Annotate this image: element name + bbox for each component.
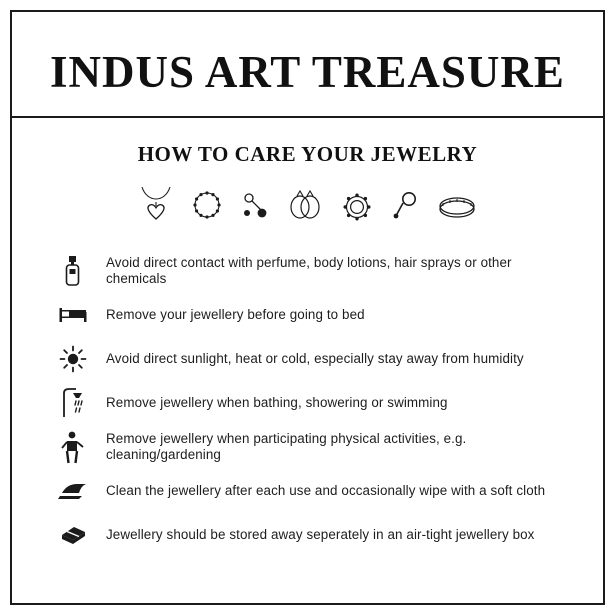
tip-text: Remove jewellery when bathing, showering or swimming [106, 394, 448, 410]
perfume-bottle-icon [50, 254, 96, 288]
tip-text: Remove your jewellery before going to bed [106, 306, 365, 322]
tip-text: Jewellery should be stored away seperately in an air-tight jewellery box [106, 526, 535, 542]
beaded-bracelet-icon [190, 183, 224, 223]
list-item [50, 469, 575, 513]
person-activity-icon [50, 430, 96, 464]
shower-icon [50, 387, 96, 419]
bed-icon [50, 303, 96, 327]
divider [12, 116, 603, 118]
hoop-earring-icon [390, 183, 420, 223]
gemstone-ring-icon [340, 183, 374, 223]
care-card-inner [12, 12, 603, 603]
list-item [50, 513, 575, 557]
list-item [50, 425, 575, 469]
stud-earrings-icon [240, 183, 270, 223]
heart-pendant-necklace-icon [138, 183, 174, 223]
sun-icon [50, 345, 96, 373]
cloth-icon [50, 480, 96, 502]
jewelry-icon-row [12, 181, 603, 223]
tip-text: Avoid direct contact with perfume, body lotions, hair sprays or other chemicals [106, 254, 512, 286]
double-rings-icon [286, 183, 324, 223]
list-item [50, 249, 575, 293]
list-item [50, 293, 575, 337]
section-heading: HOW TO CARE YOUR JEWELRY [137, 142, 478, 166]
tip-text: Avoid direct sunlight, heat or cold, especially stay away from humidity [106, 350, 524, 366]
page-title: INDUS ART TREASURE [50, 47, 565, 97]
care-card [10, 10, 605, 605]
bangle-icon [436, 183, 478, 223]
tip-text: Remove jewellery when participating physical activities, e.g. cleaning/gardening [106, 430, 467, 462]
list-item [50, 381, 575, 425]
list-item [50, 337, 575, 381]
tip-text: Clean the jewellery after each use and occasionally wipe with a soft cloth [106, 482, 546, 498]
jewellery-box-icon [50, 523, 96, 547]
care-tips-list [12, 249, 603, 557]
